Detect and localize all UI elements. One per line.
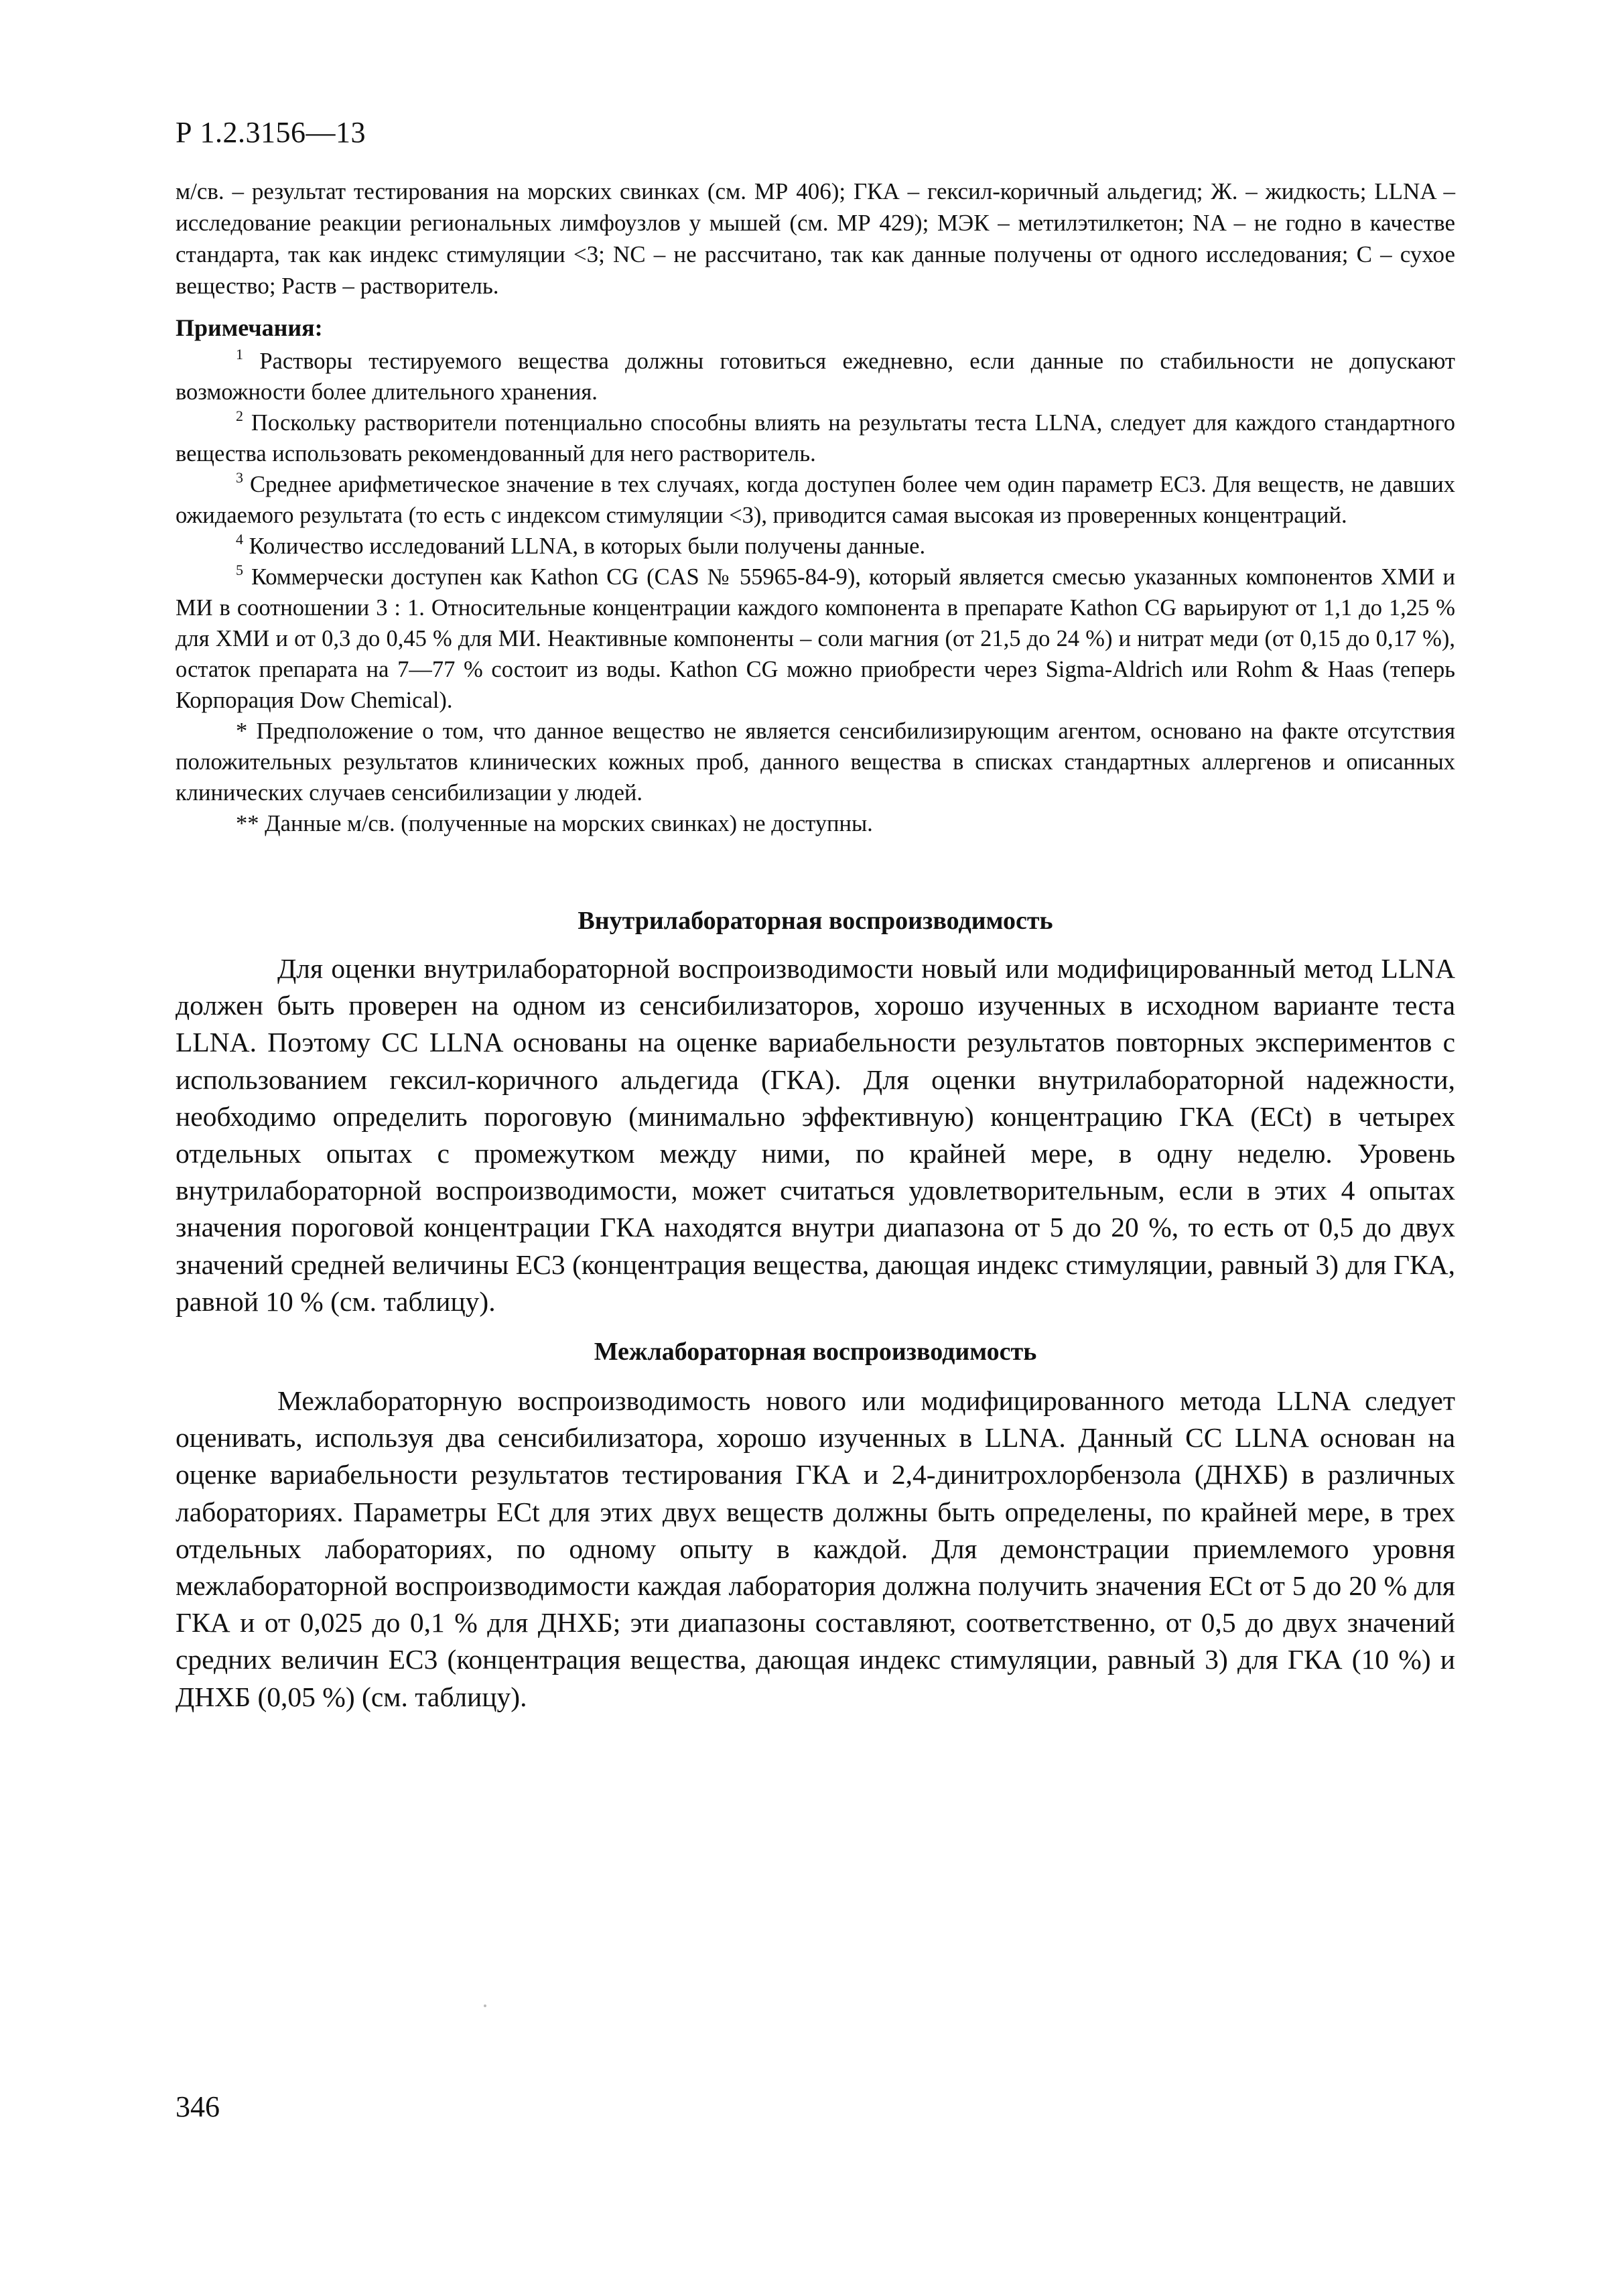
note-item-4 bbox=[176, 531, 1455, 562]
note-text: Поскольку растворители потенциально способны влиять на результаты теста LLNA, следует для каждого стандартного вещества использовать рекомендованный для него растворитель. bbox=[176, 410, 1455, 466]
section-body-interlab: Межлабораторную воспроизводимость нового или модифицированного метода LLNA следует оценивать, используя два сенсибилизатора, хорошо изученных в LLNA. Данный СС LLNA основан на оценке вариабельности результатов тестирования ГКА и 2,4-динитрохлорбензола (ДНХБ) в различных лабораториях. Параметры ЕСt для этих двух веществ должны быть определены, по крайней мере, в трех отдельных лабораториях, по одному опыту в каждой. Для демонстрации приемлемого уровня межлабораторной воспроизводимости каждая лаборатория должна получить значения ЕСt от 5 до 20 % для ГКА и от 0,025 до 0,1 % для ДНХБ; эти диапазоны составляют, соответственно, от 0,5 до двух значений средних величин ЕС3 (концентрация вещества, дающая индекс стимуляции, равный 3) для ГКА (10 %) и ДНХБ (0,05 %) (см. таблицу). bbox=[176, 1385, 1455, 1712]
document-code-header: Р 1.2.3156—13 bbox=[176, 116, 366, 149]
note-item-5 bbox=[176, 562, 1455, 716]
note-item-1 bbox=[176, 346, 1455, 407]
note-text: Среднее арифметическое значение в тех случаях, когда доступен более чем один параметр ЕС3. Для веществ, не давших ожидаемого результата (то есть с индексом стимуляции <3), приводится самая высокая из проверенных концентраций. bbox=[176, 472, 1455, 528]
note-text: Коммерчески доступен как Kathon CG (CAS № 55965-84-9), который является смесью указанных компонентов ХМИ и МИ в соотношении 3 : 1. Относительные концентрации каждого компонента в препарате Kathon CG варьируют от 1,1 до 1,25 % для ХМИ и от 0,3 до 0,45 % для МИ. Неактивные компоненты – соли магния (от 21,5 до 24 %) и нитрат меди (от 0,15 до 0,17 %), остаток препарата на 7—77 % состоит из воды. Kathon CG можно приобрести через Sigma-Aldrich или Rohm & Haas (теперь Корпорация Dow Chemical). bbox=[176, 564, 1455, 713]
note-marker: 4 bbox=[236, 531, 243, 548]
note-item-3 bbox=[176, 469, 1455, 531]
notes-list bbox=[176, 346, 1455, 839]
section-body-intralab: Для оценки внутрилабораторной воспроизводимости новый или модифицированный метод LLNA должен быть проверен на одном из сенсибилизаторов, хорошо изученных в исходном варианте теста LLNA. Поэтому СС LLNA основаны на оценке вариабельности результатов повторных экспериментов с использованием гексил-коричного альдегида (ГКА). Для оценки внутрилабораторной надежности, необходимо определить пороговую (минимально эффективную) концентрацию ГКА (ЕСt) в четырех отдельных опытах с промежутком между ними, по крайней мере, в одну неделю. Уровень внутрилабораторной воспроизводимости, может считаться удовлетворительным, если в этих 4 опытах значения пороговой концентрации ГКА находятся внутри диапазона от 5 до 20 %, то есть от 0,5 до двух значений средней величины ЕС3 (концентрация вещества, дающая индекс стимуляции, равный 3) для ГКА, равной 10 % (см. таблицу). bbox=[176, 953, 1455, 1317]
scan-speck bbox=[484, 2004, 486, 2007]
note-item-2 bbox=[176, 407, 1455, 469]
abbreviations-paragraph: м/св. – результат тестирования на морских свинках (см. МР 406); ГКА – гексил-коричный альдегид; Ж. – жидкость; LLNA – исследование реакции региональных лимфоузлов у мышей (см. МР 429); МЭК – метилэтилкетон; NA – не годно в качестве стандарта, так как индекс стимуляции <3; NC – не рассчитано, так как данные получены от одного исследования; С – сухое вещество; Раств – растворитель. bbox=[176, 178, 1455, 299]
note-text: Предположение о том, что данное вещество не является сенсибилизирующим агентом, основано на факте отсутствия положительных результатов клинических кожных проб, данного вещества в списках стандартных аллергенов и описанных клинических случаев сенсибилизации у людей. bbox=[176, 718, 1456, 806]
note-marker: 2 bbox=[236, 407, 243, 424]
note-item-asterisk bbox=[176, 716, 1455, 808]
note-marker: ** bbox=[236, 811, 259, 836]
notes-title: Примечания: bbox=[176, 314, 323, 341]
note-marker: * bbox=[236, 718, 248, 744]
note-text: Количество исследований LLNA, в которых были получены данные. bbox=[249, 533, 926, 559]
section-title-intralab: Внутрилабораторная воспроизводимость bbox=[578, 907, 1053, 935]
note-marker: 5 bbox=[236, 562, 243, 578]
note-marker: 1 bbox=[236, 346, 243, 363]
page-number: 346 bbox=[176, 2090, 220, 2123]
section-title-interlab: Межлабораторная воспроизводимость bbox=[594, 1338, 1037, 1366]
note-marker: 3 bbox=[236, 469, 243, 486]
note-text: Растворы тестируемого вещества должны готовиться ежедневно, если данные по стабильности не допускают возможности более длительного хранения. bbox=[176, 348, 1456, 405]
note-item-double-asterisk bbox=[176, 808, 1455, 839]
note-text: Данные м/св. (полученные на морских свинках) не доступны. bbox=[265, 811, 873, 836]
